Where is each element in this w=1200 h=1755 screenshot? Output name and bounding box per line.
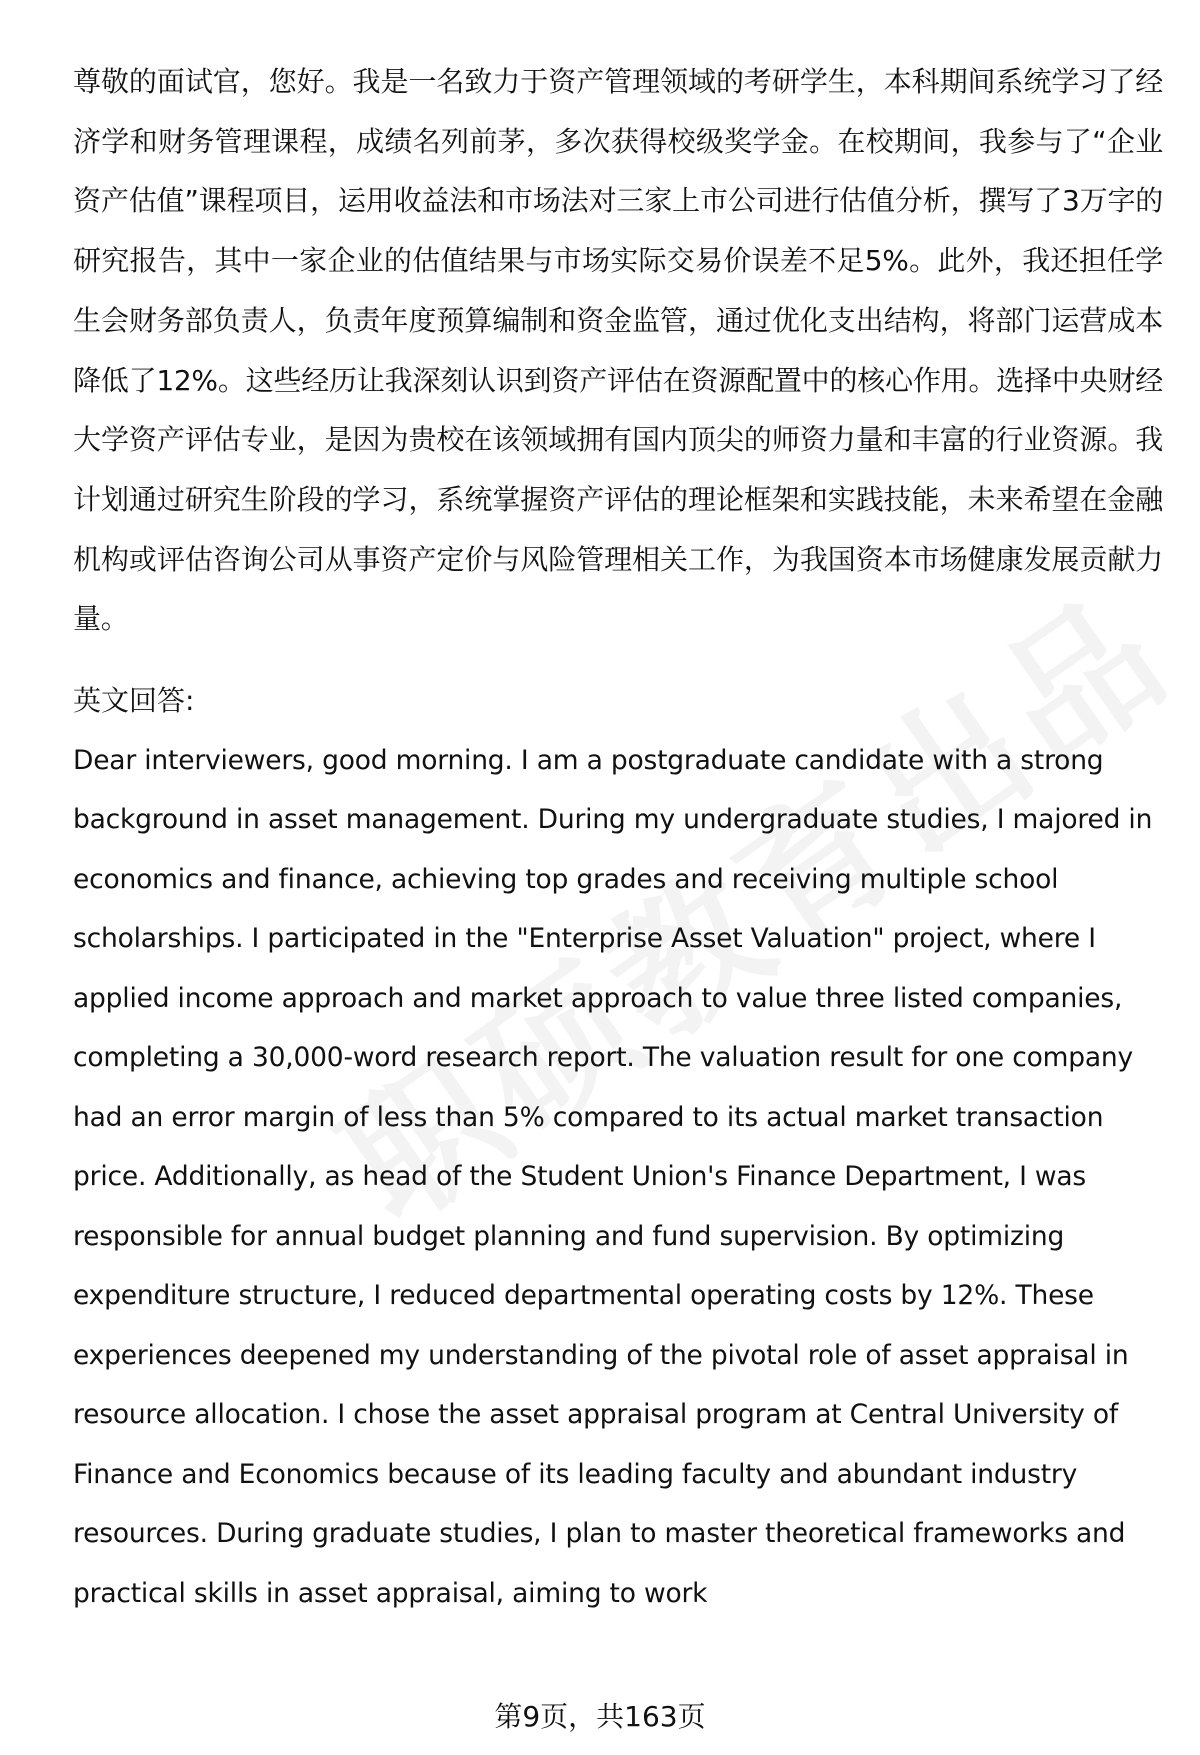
english-answer-label: 英文回答: xyxy=(73,684,195,718)
english-answer-paragraph: Dear interviewers, good morning. I am a postgraduate candidate with a strong background in asset management. During my undergraduate studies, I majored in economics and finance, achieving top grades and receiving multiple school scholarships. I participated in the "Enterprise Asset Valuation" project, where I applied income approach and market approach to value three listed companies, completing a 30,000-word research report. The valuation result for one company had an error margin of less than 5% compared to its actual market transaction price. Additionally, as head of the Student Union's Finance Department, I was responsible for annual budget planning and fund supervision. By optimizing expenditure structure, I reduced departmental operating costs by 12%. These experiences deepened my understanding of the pivotal role of asset appraisal in resource allocation. I chose the asset appraisal program at Central University of Finance and Economics because of its leading faculty and abundant industry resources. During graduate studies, I plan to master theoretical frameworks and practical skills in asset appraisal, aiming to work xyxy=(73,744,1153,1609)
page-content xyxy=(73,52,1163,1623)
page-number-footer: 第9页，共163页 xyxy=(494,1700,706,1733)
chinese-answer-paragraph: 尊敬的面试官，您好。我是一名致力于资产管理领域的考研学生，本科期间系统学习了经济学和财务管理课程，成绩名列前茅，多次获得校级奖学金。在校期间，我参与了“企业资产估值”课程项目，运用收益法和市场法对三家上市公司进行估值分析，撰写了3万字的研究报告，其中一家企业的估值结果与市场实际交易价误差不足5%。此外，我还担任学生会财务部负责人，负责年度预算编制和资金监管，通过优化支出结构，将部门运营成本降低了12%。这些经历让我深刻认识到资产评估在资源配置中的核心作用。选择中央财经大学资产评估专业，是因为贵校在该领域拥有国内顶尖的师资力量和丰富的行业资源。我计划通过研究生阶段的学习，系统掌握资产评估的理论框架和实践技能，未来希望在金融机构或评估咨询公司从事资产定价与风险管理相关工作，为我国资本市场健康发展贡献力量。 xyxy=(73,65,1163,636)
